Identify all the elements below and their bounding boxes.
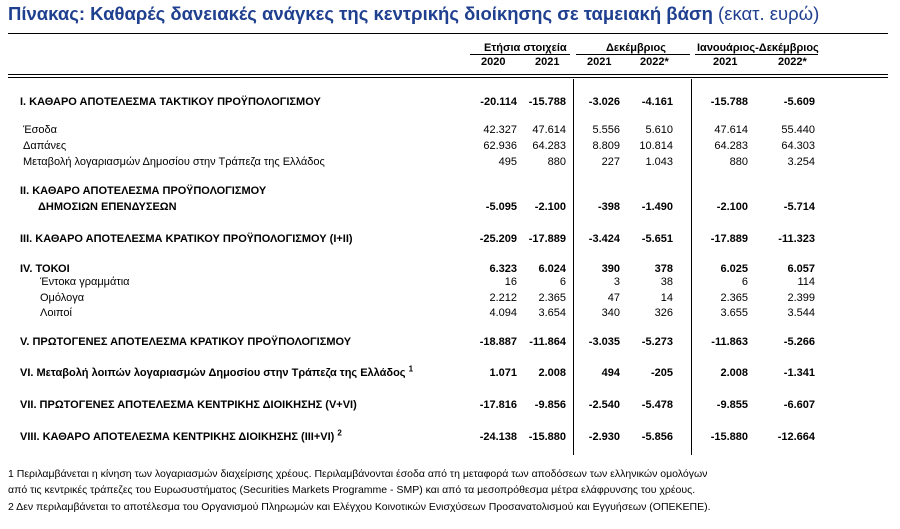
row-label: Μεταβολή λογαριασμών Δημοσίου στην Τράπεζα της Ελλάδος — [23, 156, 325, 168]
table-cell: 2.212 — [489, 292, 517, 304]
header-underline — [576, 54, 690, 55]
table-cell: 880 — [547, 156, 566, 168]
table-cell: 47 — [607, 292, 620, 304]
table-cell: 880 — [729, 156, 748, 168]
table-cell: 2.365 — [538, 292, 566, 304]
top-rule — [8, 33, 888, 34]
header-year: 2021 — [587, 56, 612, 68]
table-cell: 495 — [498, 156, 517, 168]
table-cell: 6 — [741, 276, 748, 288]
table-cell: -5.478 — [641, 399, 673, 411]
table-cell: -11.864 — [529, 336, 566, 348]
row-label-with-note — [20, 428, 342, 443]
table-cell: -5.714 — [783, 201, 815, 213]
footnote-marker: 2 — [337, 428, 342, 438]
table-cell: -15.880 — [710, 431, 748, 443]
table-cell: -15.788 — [710, 96, 748, 108]
table-cell: 3.254 — [787, 156, 815, 168]
table-cell: 6.057 — [787, 263, 815, 275]
table-cell: 38 — [660, 276, 673, 288]
header-group-jan-dec: Ιανουάριος-Δεκέμβριος — [697, 42, 819, 54]
header-year: 2021 — [535, 56, 560, 68]
table-cell: 6.323 — [489, 263, 517, 275]
table-cell: 64.303 — [781, 140, 815, 152]
header-rule — [8, 77, 888, 78]
table-cell: -4.161 — [641, 96, 673, 108]
table-cell: 3.654 — [538, 307, 566, 319]
table-cell: -11.323 — [778, 233, 815, 245]
table-cell: -24.138 — [479, 431, 517, 443]
table-cell: 3 — [613, 276, 620, 288]
header-year: 2020 — [481, 56, 506, 68]
table-cell: 5.556 — [592, 124, 620, 136]
footnote-line: από τις κεντρικές τράπεζες του Ευρωσυστήματος (Securities Markets Programme - SMP) και από τα μεσοπρόθεσμα μέτρα ελάφρυνσης του χρέους. — [8, 484, 696, 496]
table-cell: -15.788 — [528, 96, 566, 108]
table-cell: -205 — [650, 367, 673, 379]
footnote-line: 1 Περιλαμβάνεται η κίνηση των λογαριασμών διαχείρισης χρέους. Περιλαμβάνονται έσοδα από τη μεταφορά των αποδόσεων των ελληνικών ομολόγων — [8, 468, 708, 480]
row-label: Δαπάνες — [23, 140, 67, 152]
table-cell: -1.341 — [783, 367, 815, 379]
table-cell: -15.880 — [528, 431, 566, 443]
table-cell: 42.327 — [483, 124, 517, 136]
table-cell: 6.025 — [720, 263, 748, 275]
row-label: I. ΚΑΘΑΡΟ ΑΠΟΤΕΛΕΣΜΑ ΤΑΚΤΙΚΟΥ ΠΡΟΫΠΟΛΟΓΙΣΜΟΥ — [20, 96, 321, 108]
table-cell: -5.095 — [485, 201, 517, 213]
table-cell: 5.610 — [645, 124, 673, 136]
row-label: VIII. ΚΑΘΑΡΟ ΑΠΟΤΕΛΕΣΜΑ ΚΕΝΤΡΙΚΗΣ ΔΙΟΙΚΗΣΗΣ (III+VI) — [20, 431, 335, 443]
table-cell: -12.664 — [777, 431, 815, 443]
table-cell: -2.100 — [716, 201, 748, 213]
table-cell: 47.614 — [532, 124, 566, 136]
table-cell: 4.094 — [489, 307, 517, 319]
table-cell: 2.008 — [538, 367, 566, 379]
table-cell: -2.540 — [588, 399, 620, 411]
table-cell: 6 — [559, 276, 566, 288]
header-group-december: Δεκέμβριος — [606, 42, 666, 54]
table-cell: -5.609 — [783, 96, 815, 108]
table-cell: -5.266 — [783, 336, 815, 348]
table-cell: 47.614 — [714, 124, 748, 136]
row-label-with-note — [20, 364, 414, 379]
table-cell: -2.100 — [534, 201, 566, 213]
table-cell: 55.440 — [781, 124, 815, 136]
table-cell: 2.008 — [720, 367, 748, 379]
table-cell: 494 — [601, 367, 620, 379]
row-label: Έντοκα γραμμάτια — [40, 276, 130, 288]
header-group-annual: Ετήσια στοιχεία — [484, 42, 567, 54]
table-cell: -6.607 — [783, 399, 815, 411]
row-label: V. ΠΡΩΤΟΓΕΝΕΣ ΑΠΟΤΕΛΕΣΜΑ ΚΡΑΤΙΚΟΥ ΠΡΟΫΠΟΛΟΓΙΣΜΟΥ — [20, 336, 352, 348]
header-year: 2022* — [640, 56, 669, 68]
table-cell: -9.855 — [716, 399, 748, 411]
row-label: II. ΚΑΘΑΡΟ ΑΠΟΤΕΛΕΣΜΑ ΠΡΟΫΠΟΛΟΓΙΣΜΟΥ — [20, 185, 267, 197]
table-cell: 6.024 — [538, 263, 566, 275]
table-cell: 1.043 — [645, 156, 673, 168]
table-cell: -20.114 — [480, 96, 517, 108]
title-text: Πίνακας: Καθαρές δανειακές ανάγκες της κεντρικής διοίκησης σε ταμειακή βάση — [8, 3, 713, 24]
table-cell: 390 — [601, 263, 620, 275]
table-cell: 3.544 — [787, 307, 815, 319]
table-cell: -17.816 — [479, 399, 517, 411]
table-cell: 8.809 — [592, 140, 620, 152]
page-title — [8, 3, 898, 25]
table-cell: -5.856 — [641, 431, 673, 443]
table-cell: 340 — [601, 307, 620, 319]
table-cell: -5.273 — [641, 336, 673, 348]
header-rule — [8, 74, 888, 75]
table-cell: 114 — [797, 276, 815, 288]
footnote-marker: 1 — [408, 364, 414, 374]
row-label-continued: ΔΗΜΟΣΙΩΝ ΕΠΕΝΔΥΣΕΩΝ — [38, 201, 177, 213]
row-label: Έσοδα — [23, 124, 58, 136]
table-cell: -1.490 — [641, 201, 673, 213]
table-cell: -25.209 — [479, 233, 517, 245]
table-cell: -17.889 — [528, 233, 566, 245]
table-cell: 1.071 — [489, 367, 517, 379]
footnote-line: 2 Δεν περιλαμβάνεται το αποτέλεσμα του Οργανισμού Πληρωμών και Ελέγχου Κοινοτικών Ενισχύσεων Προσανατολισμού και Εγγυήσεων (ΟΠΕΚΕΠΕ). — [8, 501, 711, 513]
table-cell: -18.887 — [479, 336, 517, 348]
table-cell: -3.424 — [588, 233, 620, 245]
table-cell: 10.814 — [639, 140, 673, 152]
table-cell: 64.283 — [714, 140, 748, 152]
header-year: 2022* — [778, 56, 807, 68]
row-label: VI. Μεταβολή λοιπών λογαριασμών Δημοσίου στην Τράπεζα της Ελλάδος — [20, 367, 406, 379]
header-underline — [695, 54, 818, 55]
table-cell: 64.283 — [532, 140, 566, 152]
unit-label: (εκατ. ευρώ) — [718, 3, 820, 24]
table-cell: -17.889 — [710, 233, 748, 245]
header-underline — [470, 54, 570, 55]
row-label: VII. ΠΡΩΤΟΓΕΝΕΣ ΑΠΟΤΕΛΕΣΜΑ ΚΕΝΤΡΙΚΗΣ ΔΙΟΙΚΗΣΗΣ (V+VI) — [20, 399, 357, 411]
table-cell: 14 — [660, 292, 673, 304]
table-cell: 16 — [504, 276, 517, 288]
table-cell: -11.863 — [711, 336, 748, 348]
row-label: Λοιποί — [40, 307, 72, 319]
table-cell: 378 — [654, 263, 673, 275]
table-cell: 2.399 — [787, 292, 815, 304]
row-label: III. ΚΑΘΑΡΟ ΑΠΟΤΕΛΕΣΜΑ ΚΡΑΤΙΚΟΥ ΠΡΟΫΠΟΛΟΓΙΣΜΟΥ (I+II) — [20, 233, 353, 245]
row-label: Ομόλογα — [40, 292, 85, 304]
table-cell: -3.026 — [588, 96, 620, 108]
table-cell: 3.655 — [720, 307, 748, 319]
table-cell: -398 — [597, 201, 620, 213]
header-year: 2021 — [713, 56, 738, 68]
column-divider — [691, 79, 692, 455]
table-cell: 62.936 — [483, 140, 517, 152]
table-cell: 2.365 — [720, 292, 748, 304]
table-cell: -3.035 — [588, 336, 620, 348]
table-cell: 326 — [654, 307, 673, 319]
table-cell: 227 — [601, 156, 620, 168]
table-cell: -9.856 — [534, 399, 566, 411]
table-cell: -2.930 — [588, 431, 620, 443]
row-label: IV. ΤΟΚΟΙ — [20, 263, 70, 275]
table-cell: -5.651 — [641, 233, 673, 245]
